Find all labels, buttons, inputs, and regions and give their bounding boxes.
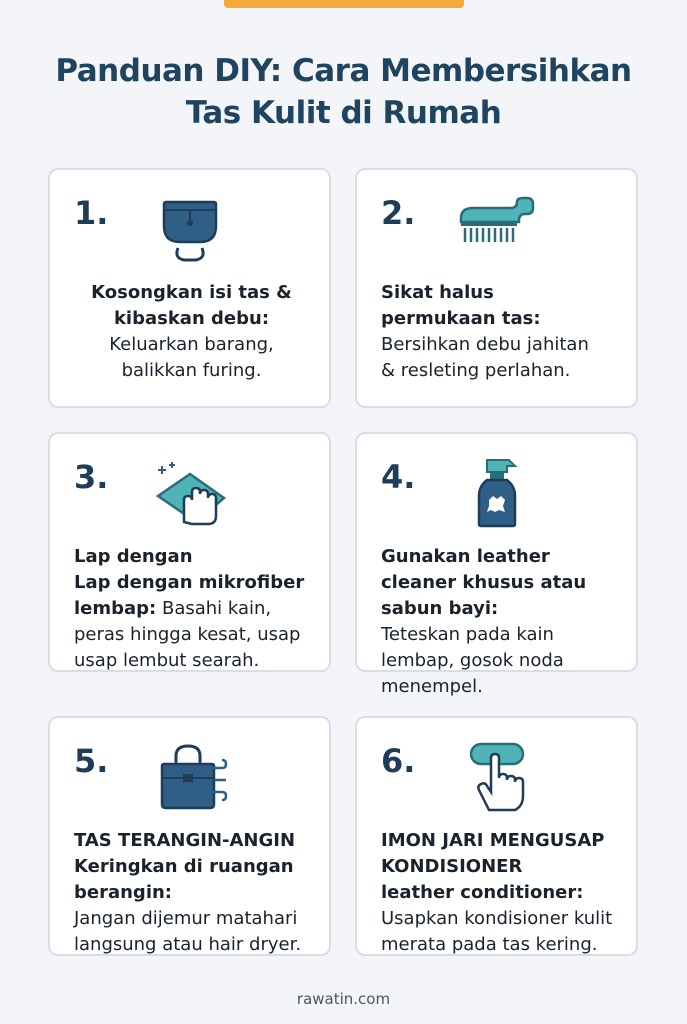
step-extra: IMON JARI MENGUSAP — [381, 830, 605, 851]
page-title-line-2: Tas Kulit di Rumah — [185, 95, 502, 131]
step-text — [381, 280, 621, 384]
step-body: Bersihkan debu jahitan — [381, 334, 589, 355]
page-title-line-1: Panduan DIY: Cara Membersihkan — [55, 53, 632, 89]
step-heading: Gunakan leather — [381, 546, 550, 567]
step-card-3 — [48, 432, 331, 672]
step-heading: Lap dengan — [74, 546, 193, 567]
step-body: menempel. — [381, 676, 483, 697]
step-heading: permukaan tas: — [381, 308, 541, 329]
step-body: balikkan furing. — [121, 360, 262, 381]
step-body: merata pada tas kering. — [381, 934, 598, 955]
step-body: Usapkan kondisioner kulit — [381, 908, 613, 929]
step-text — [381, 828, 621, 958]
top-accent-bar — [224, 0, 464, 8]
step-body: Jangan dijemur matahari — [74, 908, 298, 929]
handbag-icon — [150, 192, 230, 264]
step-heading: Sikat halus — [381, 282, 494, 303]
step-extra: TAS TERANGIN-ANGIN — [74, 830, 296, 851]
step-body: langsung atau hair dryer. — [74, 934, 302, 955]
step-number: 5. — [74, 742, 109, 780]
step-card-1 — [48, 168, 331, 408]
step-heading: Lap dengan mikrofiber — [74, 572, 305, 593]
brush-icon — [457, 192, 537, 264]
step-card-2 — [355, 168, 638, 408]
step-text — [381, 544, 621, 700]
footer-site: rawatin.com — [296, 990, 391, 1008]
spray-bottle-icon — [457, 456, 537, 528]
step-body: usap lembut searah. — [74, 650, 260, 671]
step-body: lembap, gosok noda — [381, 650, 564, 671]
step-heading: berangin: — [74, 882, 172, 903]
step-text — [74, 828, 314, 958]
step-card-6 — [355, 716, 638, 956]
step-text — [70, 280, 313, 384]
step-body: Basahi kain, — [156, 598, 272, 619]
step-body: & resleting perlahan. — [381, 360, 571, 381]
step-card-4 — [355, 432, 638, 697]
step-body: Teteskan pada kain — [381, 624, 554, 645]
step-heading: sabun bayi: — [381, 598, 499, 619]
step-body: peras hingga kesat, usap — [74, 624, 301, 645]
page-title — [0, 50, 687, 134]
step-text — [74, 544, 314, 674]
finger-conditioner-icon — [457, 740, 537, 812]
step-number: 2. — [381, 194, 416, 232]
step-heading: lembap: — [74, 598, 157, 619]
step-extra: KONDISIONER — [381, 856, 523, 877]
step-number: 4. — [381, 458, 416, 496]
step-heading: kibaskan debu: — [113, 308, 270, 329]
step-card-5 — [48, 716, 331, 956]
step-number: 6. — [381, 742, 416, 780]
step-heading: Kosongkan isi tas & — [91, 282, 292, 303]
step-heading: leather conditioner: — [381, 882, 584, 903]
step-number: 3. — [74, 458, 109, 496]
cloth-wipe-icon — [150, 456, 230, 528]
step-body: Keluarkan barang, — [109, 334, 274, 355]
step-heading: cleaner khusus atau — [381, 572, 587, 593]
bag-air-dry-icon — [150, 740, 230, 812]
step-heading: Keringkan di ruangan — [74, 856, 294, 877]
step-number: 1. — [74, 194, 109, 232]
